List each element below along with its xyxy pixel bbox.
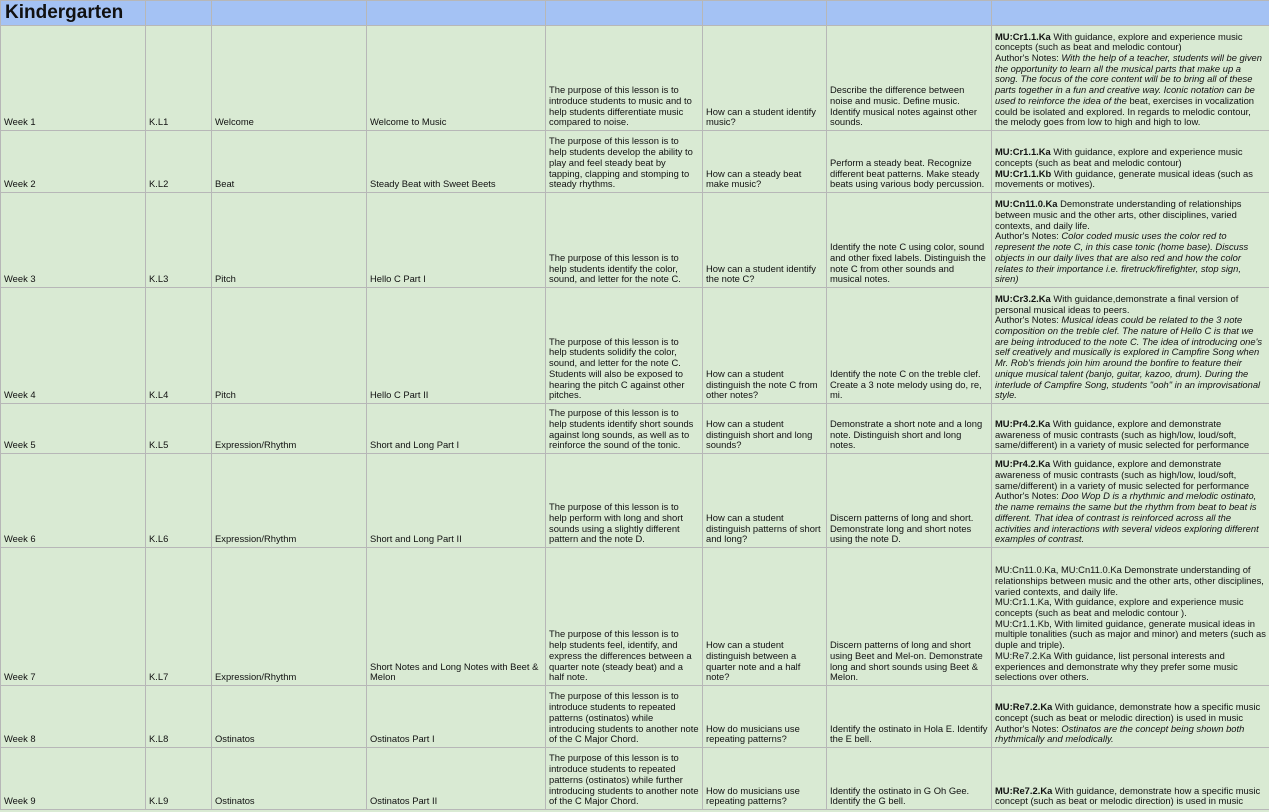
standard-code: MU:Cn11.0.Ka xyxy=(995,198,1058,210)
category-cell[interactable]: Expression/Rhythm xyxy=(212,404,367,454)
essential-question-cell[interactable]: How can a steady beat make music? xyxy=(703,131,827,193)
table-row xyxy=(1,748,1269,810)
purpose-cell[interactable]: The purpose of this lesson is to introduce students to music and to help students differentiate music compared to noise. xyxy=(546,26,703,131)
category-cell[interactable]: Expression/Rhythm xyxy=(212,454,367,548)
week-cell[interactable]: Week 6 xyxy=(1,454,146,548)
purpose-cell[interactable]: The purpose of this lesson is to help students develop the ability to play and feel steady beat by tapping, clapping and stomping to steady rhythms. xyxy=(546,131,703,193)
standard-entry xyxy=(995,199,1266,231)
standard-text: With guidance,demonstrate a final version of personal musical ideas to peers. xyxy=(995,292,1239,315)
standard-entry xyxy=(995,53,1266,128)
essential-question-cell[interactable]: How do musicians use repeating patterns? xyxy=(703,686,827,748)
authors-notes-label: Author's Notes: xyxy=(995,52,1062,64)
standard-entry xyxy=(995,315,1266,401)
code-cell[interactable]: K.L2 xyxy=(146,131,212,193)
category-cell[interactable]: Ostinatos xyxy=(212,686,367,748)
essential-question-cell[interactable]: How can a student distinguish the note C from other notes? xyxy=(703,288,827,404)
standard-entry xyxy=(995,651,1266,683)
standards-cell[interactable] xyxy=(992,548,1269,686)
lesson-title-cell[interactable]: Short and Long Part II xyxy=(367,454,546,548)
code-cell[interactable]: K.L6 xyxy=(146,454,212,548)
objectives-cell[interactable]: Discern patterns of long and short. Demonstrate long and short notes using the note D. xyxy=(827,454,992,548)
standard-code: MU:Cr1.1.Ka xyxy=(995,30,1051,42)
standard-entry xyxy=(995,724,1266,745)
purpose-cell[interactable]: The purpose of this lesson is to help students solidify the color, sound, and letter for the note C. Students will also be exposed to hearing the pitch C against other pitches. xyxy=(546,288,703,404)
essential-question-cell[interactable]: How can a student distinguish between a quarter note and a half note? xyxy=(703,548,827,686)
table-row xyxy=(1,548,1269,686)
table-row xyxy=(1,454,1269,548)
standard-text: MU:Cr1.1.Ka, With guidance, explore and experience music concepts (such as beat and melodic contour ). xyxy=(995,596,1244,619)
objectives-cell[interactable]: Describe the difference between noise and music. Define music. Identify musical notes against other sounds. xyxy=(827,26,992,131)
standards-cell[interactable] xyxy=(992,26,1269,131)
standards-cell[interactable] xyxy=(992,404,1269,454)
authors-note-text: Musical ideas could be related to the 3 note composition on the treble clef. The nature of Hello C is that we are being introduced to the note C. The idea of introducing one's self creatively and musically is explored in Campfire Song when Mr. Rob's friends join him around the bonfire to feature their unique musical talent (banjo, guitar, kazoo, drum). During the interlude of Campfire Song, students "ooh" in an improvisational style. xyxy=(995,314,1263,401)
standard-entry xyxy=(995,491,1266,545)
standard-entry xyxy=(995,32,1266,53)
header-cell[interactable] xyxy=(212,1,367,26)
table-row xyxy=(1,193,1269,288)
objectives-cell[interactable]: Identify the ostinato in Hola E. Identify the E bell. xyxy=(827,686,992,748)
authors-notes-label: Author's Notes: xyxy=(995,722,1062,734)
week-cell[interactable]: Week 7 xyxy=(1,548,146,686)
essential-question-cell[interactable]: How can a student distinguish patterns of short and long? xyxy=(703,454,827,548)
code-cell[interactable]: K.L3 xyxy=(146,193,212,288)
objectives-cell[interactable]: Identify the ostinato in G Oh Gee. Identify the G bell. xyxy=(827,748,992,810)
lesson-title-cell[interactable]: Short and Long Part I xyxy=(367,404,546,454)
standard-code: MU:Cr1.1.Kb xyxy=(995,167,1052,179)
table-row xyxy=(1,686,1269,748)
standard-text: MU:Re7.2.Ka With guidance, list personal interests and experiences and demonstrate why they prefer some music selections over others. xyxy=(995,649,1238,683)
objectives-cell[interactable]: Demonstrate a short note and a long note. Distinguish short and long notes. xyxy=(827,404,992,454)
authors-notes-label: Author's Notes: xyxy=(995,230,1062,242)
code-cell[interactable]: K.L8 xyxy=(146,686,212,748)
lesson-title-cell[interactable]: Hello C Part II xyxy=(367,288,546,404)
authors-note-text: Doo Wop D is a rhythmic and melodic ostinato, the name remains the same but the rhythm from beat to beat is different. That idea of contrast is reinforced across all the activities and interactions with several videos exploring different examples of contrast. xyxy=(995,490,1259,545)
standard-entry xyxy=(995,597,1266,618)
code-cell[interactable]: K.L1 xyxy=(146,26,212,131)
standard-code: MU:Re7.2.Ka xyxy=(995,784,1053,796)
standards-cell[interactable] xyxy=(992,288,1269,404)
week-cell[interactable]: Week 9 xyxy=(1,748,146,810)
standards-cell[interactable] xyxy=(992,454,1269,548)
lesson-title-cell[interactable]: Hello C Part I xyxy=(367,193,546,288)
standards-cell[interactable] xyxy=(992,686,1269,748)
authors-note-text: Ostinatos are the concept being shown both rhythmically and melodically. xyxy=(995,722,1245,745)
category-cell[interactable]: Pitch xyxy=(212,193,367,288)
authors-note-text: Color coded music uses the color red to represent the note C, in this case tonic (home base). Discuss objects in our daily lives that are also red and how the color relates to their importance i.e. firetruck/firefighter, stop sign, siren) xyxy=(995,230,1249,285)
category-cell[interactable]: Welcome xyxy=(212,26,367,131)
objectives-cell[interactable]: Identify the note C using color, sound and other fixed labels. Distinguish the note C from other sounds and musical notes. xyxy=(827,193,992,288)
essential-question-cell[interactable]: How can a student identify music? xyxy=(703,26,827,131)
standard-code: MU:Pr4.2.Ka xyxy=(995,417,1051,429)
purpose-cell[interactable]: The purpose of this lesson is to help students identify short sounds against long sounds, as well as to reinforce the sound of the tonic. xyxy=(546,404,703,454)
code-cell[interactable]: K.L7 xyxy=(146,548,212,686)
standard-entry xyxy=(995,147,1266,168)
standard-entry xyxy=(995,419,1266,451)
standard-text: With guidance, generate musical ideas (such as movements or motives). xyxy=(995,167,1253,190)
week-cell[interactable]: Week 1 xyxy=(1,26,146,131)
standard-entry xyxy=(995,702,1266,723)
header-cell[interactable] xyxy=(992,1,1269,26)
standards-cell[interactable] xyxy=(992,748,1269,810)
standard-text: Demonstrate understanding of relationships between music and the other arts, other disciplines, varied contexts, and daily life. xyxy=(995,198,1242,231)
header-cell[interactable] xyxy=(827,1,992,26)
header-row xyxy=(1,1,1269,26)
purpose-cell[interactable]: The purpose of this lesson is to introduce students to repeated patterns (ostinatos) while introducing students to another note of the C Major Chord. xyxy=(546,686,703,748)
essential-question-cell[interactable]: How can a student identify the note C? xyxy=(703,193,827,288)
header-cell[interactable] xyxy=(546,1,703,26)
standard-text: With guidance, explore and demonstrate awareness of music contrasts (such as high/low, loud/soft, same/different) in a variety of music selected for performance xyxy=(995,458,1250,491)
standard-code: MU:Re7.2.Ka xyxy=(995,701,1053,713)
week-cell[interactable]: Week 3 xyxy=(1,193,146,288)
essential-question-cell[interactable]: How do musicians use repeating patterns? xyxy=(703,748,827,810)
standard-text: With guidance, explore and demonstrate awareness of music contrasts (such as high/low, loud/soft, same/different) in a variety of music selected for performance xyxy=(995,417,1250,451)
authors-notes-label: Author's Notes: xyxy=(995,490,1062,502)
code-cell[interactable]: K.L5 xyxy=(146,404,212,454)
week-cell[interactable]: Week 2 xyxy=(1,131,146,193)
standard-entry xyxy=(995,231,1266,285)
header-cell[interactable] xyxy=(703,1,827,26)
week-cell[interactable]: Week 8 xyxy=(1,686,146,748)
lesson-title-cell[interactable]: Ostinatos Part II xyxy=(367,748,546,810)
week-cell[interactable]: Week 5 xyxy=(1,404,146,454)
standard-entry xyxy=(995,619,1266,651)
standard-text: With guidance, demonstrate how a specific music concept (such as beat or melodic direction) is used in music xyxy=(995,701,1261,723)
standards-cell[interactable] xyxy=(992,131,1269,193)
header-cell[interactable] xyxy=(146,1,212,26)
lesson-title-cell[interactable]: Ostinatos Part I xyxy=(367,686,546,748)
category-cell[interactable]: Ostinatos xyxy=(212,748,367,810)
sheet-title-cell[interactable]: Kindergarten xyxy=(1,1,146,26)
essential-question-cell[interactable]: How can a student distinguish short and long sounds? xyxy=(703,404,827,454)
category-cell[interactable]: Expression/Rhythm xyxy=(212,548,367,686)
standard-entry xyxy=(995,459,1266,491)
standard-text: MU:Cn11.0.Ka, MU:Cn11.0.Ka Demonstrate understanding of relationships between music and the other arts, other disciplines, varied contexts, and daily life. xyxy=(995,564,1264,597)
purpose-cell[interactable]: The purpose of this lesson is to help students feel, identify, and express the differences between a quarter note (steady beat) and a half note. xyxy=(546,548,703,686)
table-row xyxy=(1,26,1269,131)
standard-text: With guidance, explore and experience music concepts (such as beat and melodic contour) xyxy=(995,146,1243,168)
week-cell[interactable]: Week 4 xyxy=(1,288,146,404)
objectives-cell[interactable]: Perform a steady beat. Recognize different beat patterns. Make steady beats using various body percussion. xyxy=(827,131,992,193)
standard-entry xyxy=(995,169,1266,190)
table-row xyxy=(1,288,1269,404)
standard-entry xyxy=(995,786,1266,807)
lesson-title-cell[interactable]: Welcome to Music xyxy=(367,26,546,131)
standard-code: MU:Cr1.1.Ka xyxy=(995,146,1051,158)
header-cell[interactable] xyxy=(367,1,546,26)
standard-code: MU:Pr4.2.Ka xyxy=(995,458,1051,470)
purpose-cell[interactable]: The purpose of this lesson is to introduce students to repeated patterns (ostinatos) while further introducing students to another note of the C Major Chord. xyxy=(546,748,703,810)
standard-text: With guidance, demonstrate how a specific music concept (such as beat or melodic direction) is used in music xyxy=(995,784,1261,807)
standard-entry xyxy=(995,294,1266,315)
standard-text: beat, exercises in vocalization could be isolated and explored. In regards to melodic contour, the melody goes from low to high and high to low. xyxy=(995,94,1255,128)
category-cell[interactable]: Beat xyxy=(212,131,367,193)
code-cell[interactable]: K.L4 xyxy=(146,288,212,404)
lesson-title-cell[interactable]: Short Notes and Long Notes with Beet & Melon xyxy=(367,548,546,686)
objectives-cell[interactable]: Identify the note C on the treble clef. Create a 3 note melody using do, re, mi. xyxy=(827,288,992,404)
lesson-title-cell[interactable]: Steady Beat with Sweet Beets xyxy=(367,131,546,193)
standard-text: With guidance, explore and experience music concepts (such as beat and melodic contour) xyxy=(995,30,1243,53)
authors-notes-label: Author's Notes: xyxy=(995,314,1062,326)
table-row xyxy=(1,131,1269,193)
purpose-cell[interactable]: The purpose of this lesson is to help students identify the color, sound, and letter for the note C. xyxy=(546,193,703,288)
standard-entry xyxy=(995,565,1266,597)
code-cell[interactable]: K.L9 xyxy=(146,748,212,810)
standard-text: MU:Cr1.1.Kb, With limited guidance, generate musical ideas in multiple tonalities (such as major and minor) and meters (such as duple and triple). xyxy=(995,617,1266,651)
standard-code: MU:Cr3.2.Ka xyxy=(995,292,1051,304)
standards-cell[interactable] xyxy=(992,193,1269,288)
category-cell[interactable]: Pitch xyxy=(212,288,367,404)
purpose-cell[interactable]: The purpose of this lesson is to help perform with long and short sounds using a slightly different pattern and the note D. xyxy=(546,454,703,548)
table-row xyxy=(1,404,1269,454)
authors-note-text: With the help of a teacher, students will be given the opportunity to learn all the musical parts that make up a song. The focus of the core content will be to bring all of these parts together in a fun and creative way. Iconic notation can be used to reinforce the idea of the xyxy=(995,52,1262,106)
objectives-cell[interactable]: Discern patterns of long and short using Beet and Mel-on. Demonstrate long and short sounds using Beet & Melon. xyxy=(827,548,992,686)
